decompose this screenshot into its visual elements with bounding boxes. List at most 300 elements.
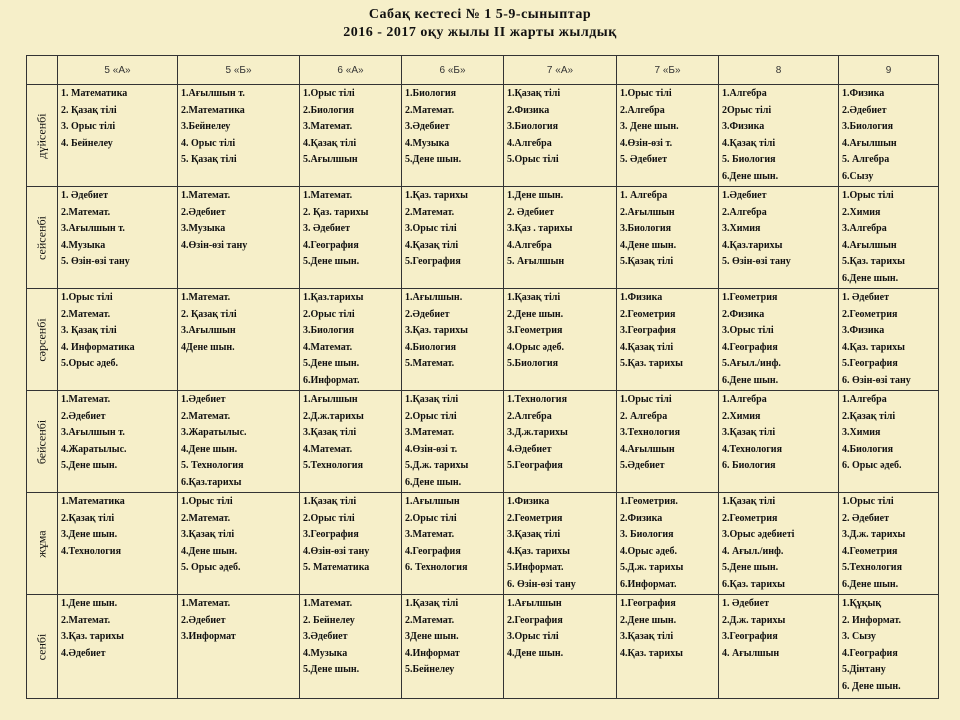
lesson-item: 4.Музыка bbox=[405, 137, 450, 149]
lesson-item: 5. Алгебра bbox=[842, 154, 890, 165]
lesson-item: 3.Химия bbox=[842, 427, 881, 438]
lesson-item: 2.Математ. bbox=[61, 614, 111, 626]
lesson-item: 6.Дене шын. bbox=[722, 374, 779, 386]
lesson-item: 3.Әдебиет bbox=[303, 631, 348, 642]
lesson-item: 1.Қазақ тілі bbox=[507, 292, 561, 303]
day-row bbox=[27, 289, 939, 391]
class-header: 6 «Б» bbox=[402, 56, 504, 85]
class-header: 7 «Б» bbox=[617, 56, 719, 85]
lesson-item: 5.Орыс әдеб. bbox=[61, 358, 119, 369]
header-row bbox=[27, 56, 939, 85]
lesson-item: 2.Дене шын. bbox=[620, 614, 677, 626]
lesson-item: 5. Ағылшын bbox=[507, 256, 565, 267]
lesson-item: 5. Өзін-өзі тану bbox=[61, 256, 130, 267]
lesson-item: 3.Ағылшын т. bbox=[61, 427, 125, 438]
lesson-item: 5.География bbox=[507, 460, 563, 471]
lesson-item: 3.Математ. bbox=[405, 529, 455, 540]
lesson-item: 2.Химия bbox=[722, 410, 761, 422]
lesson-item: 2.Орыс тілі bbox=[303, 308, 355, 320]
lesson-item: 5.Дене шын. bbox=[303, 664, 360, 675]
lesson-item: 1.Геометрия. bbox=[620, 496, 678, 507]
lesson-item: 5.Математ. bbox=[405, 358, 455, 369]
lesson-item: 1.Математ. bbox=[181, 292, 231, 303]
lesson-item: 4. Ағылшын bbox=[722, 647, 780, 659]
lesson-item: 4.Дене шын. bbox=[181, 545, 238, 557]
lesson-item: 4.География bbox=[842, 647, 898, 659]
lesson-item: 1.Қазақ тілі bbox=[507, 88, 561, 99]
lesson-item: 1.Ағылшын bbox=[405, 496, 460, 507]
schedule-cell bbox=[719, 187, 839, 289]
lesson-item: 4.Қазақ тілі bbox=[620, 341, 674, 353]
lesson-item: 1.Дене шын. bbox=[61, 598, 118, 609]
schedule-cell bbox=[719, 85, 839, 187]
lesson-item: 3.География bbox=[303, 529, 359, 540]
lesson-item: 2.Әдебиет bbox=[61, 410, 106, 422]
title-line-1: Сабақ кестесі № 1 5-9-сыныптар bbox=[368, 7, 592, 22]
lesson-item: 5. Математика bbox=[303, 562, 370, 573]
lesson-item: 5. Биология bbox=[722, 154, 776, 165]
lesson-item: 2.Қазақ тілі bbox=[842, 410, 896, 422]
lesson-item: 5.Технология bbox=[303, 460, 363, 471]
lesson-item: 4.Қаз. тарихы bbox=[620, 647, 683, 659]
lesson-item: 4.Дене шын. bbox=[507, 647, 564, 659]
schedule-cell bbox=[617, 289, 719, 391]
lesson-item: 4.Өзін-өзі т. bbox=[405, 443, 458, 455]
day-cell bbox=[27, 595, 58, 699]
lesson-item: 4.Музыка bbox=[303, 647, 348, 659]
lesson-item: 2.Геометрия bbox=[722, 512, 778, 524]
lesson-item: 3.Геометрия bbox=[507, 325, 563, 336]
lesson-item: 4.Қазақ тілі bbox=[722, 137, 776, 149]
lesson-item: 1. Әдебиет bbox=[61, 190, 108, 201]
schedule-cell bbox=[617, 595, 719, 699]
lesson-item: 2Орыс тілі bbox=[722, 104, 772, 116]
lesson-item: 4.Музыка bbox=[61, 239, 106, 251]
lesson-item: 3.Информат bbox=[181, 631, 236, 642]
lesson-item: 3.Қазақ тілі bbox=[181, 529, 235, 540]
lesson-item: 3.Д.ж. тарихы bbox=[842, 529, 906, 540]
lesson-item: 3.Технология bbox=[620, 427, 680, 438]
lesson-item: 1.Технология bbox=[507, 394, 567, 405]
schedule-body bbox=[27, 85, 939, 699]
lesson-item: 2.Орыс тілі bbox=[303, 512, 355, 524]
class-header: 8 bbox=[719, 56, 839, 85]
lesson-item: 4. Бейнелеу bbox=[61, 137, 113, 149]
title-line-2: 2016 - 2017 оқу жылы ІІ жарты жылдық bbox=[343, 25, 617, 40]
lesson-item: 1.Математика bbox=[61, 496, 125, 507]
lesson-item: 6.Информат. bbox=[303, 374, 360, 386]
schedule-cell bbox=[402, 493, 504, 595]
lesson-item: 1.Орыс тілі bbox=[303, 88, 355, 99]
day-cell bbox=[27, 289, 58, 391]
lesson-item: 2.Орыс тілі bbox=[405, 512, 457, 524]
lesson-item: 3. Қазақ тілі bbox=[61, 325, 117, 336]
lesson-item: 1.Орыс тілі bbox=[842, 496, 894, 507]
lesson-item: 1.Қазақ тілі bbox=[405, 394, 459, 405]
schedule-cell bbox=[839, 391, 939, 493]
lesson-item: 6. Өзін-өзі тану bbox=[507, 578, 576, 590]
lesson-item: 1.Орыс тілі bbox=[620, 88, 672, 99]
lesson-item: 4.Жаратылыс. bbox=[61, 443, 127, 455]
lesson-item: 2.География bbox=[507, 614, 563, 626]
lesson-item: 2.Алгебра bbox=[620, 104, 665, 116]
lesson-item: 5.Дене шын. bbox=[405, 154, 462, 165]
day-label: жұма bbox=[34, 529, 49, 558]
lesson-item: 2.Дене шын. bbox=[507, 308, 564, 320]
lesson-item: 6. Технология bbox=[405, 562, 468, 573]
lesson-item: 4.Әдебиет bbox=[61, 647, 106, 659]
lesson-item: 1.Алгебра bbox=[842, 394, 887, 405]
lesson-item: 4.Өзін-өзі т. bbox=[620, 137, 673, 149]
lesson-item: 4Дене шын. bbox=[181, 341, 235, 353]
lesson-item: 2.Химия bbox=[842, 206, 881, 218]
day-label: сенбі bbox=[34, 633, 49, 660]
lesson-item: 6. Биология bbox=[722, 460, 776, 471]
lesson-item: 4.Технология bbox=[61, 545, 121, 557]
lesson-item: 1. Әдебиет bbox=[842, 292, 889, 303]
schedule-cell bbox=[617, 493, 719, 595]
lesson-item: 2.Математ. bbox=[61, 206, 111, 218]
lesson-item: 3.Қаз. тарихы bbox=[405, 325, 468, 336]
lesson-item: 4. Информатика bbox=[61, 341, 135, 353]
schedule-cell bbox=[58, 493, 178, 595]
lesson-item: 1.Ағылшын. bbox=[405, 292, 463, 303]
schedule-cell bbox=[58, 289, 178, 391]
lesson-item: 2.Математ. bbox=[405, 614, 455, 626]
lesson-item: 5. Технология bbox=[181, 460, 244, 471]
lesson-item: 1.Орыс тілі bbox=[61, 292, 113, 303]
lesson-item: 4.Технология bbox=[722, 443, 782, 455]
lesson-item: 3.Музыка bbox=[181, 223, 226, 234]
lesson-item: 6.Қаз.тарихы bbox=[181, 476, 242, 488]
schedule-cell bbox=[504, 85, 617, 187]
schedule-cell bbox=[719, 493, 839, 595]
lesson-item: 1.Физика bbox=[620, 292, 663, 303]
lesson-item: 2.Әдебиет bbox=[181, 206, 226, 218]
lesson-item: 1.Биология bbox=[405, 88, 457, 99]
schedule-cell bbox=[300, 289, 402, 391]
lesson-item: 4.Математ. bbox=[303, 341, 353, 353]
day-label: сейсенбі bbox=[34, 215, 49, 260]
lesson-item: 1.Қазақ тілі bbox=[303, 496, 357, 507]
lesson-item: 4.Биология bbox=[405, 341, 457, 353]
lesson-item: 2. Қазақ тілі bbox=[181, 308, 237, 320]
lesson-item: 2.Математика bbox=[181, 104, 245, 116]
schedule-cell bbox=[839, 85, 939, 187]
schedule-cell bbox=[402, 85, 504, 187]
lesson-item: 5.Қаз. тарихы bbox=[842, 256, 905, 267]
schedule-title bbox=[0, 6, 960, 42]
lesson-item: 2.Әдебиет bbox=[181, 614, 226, 626]
lesson-item: 5.Орыс тілі bbox=[507, 154, 559, 165]
lesson-item: 6.Қаз. тарихы bbox=[722, 578, 785, 590]
lesson-item: 2.Геометрия bbox=[620, 308, 676, 320]
lesson-item: 3.Математ. bbox=[303, 121, 353, 132]
lesson-item: 6.Дене шын. bbox=[842, 578, 899, 590]
lesson-item: 1.Физика bbox=[507, 496, 550, 507]
lesson-item: 2.Д.ж. тарихы bbox=[722, 614, 786, 626]
lesson-item: 3.Биология bbox=[303, 325, 355, 336]
schedule-cell bbox=[719, 595, 839, 699]
lesson-item: 4.Қаз. тарихы bbox=[842, 341, 905, 353]
lesson-item: 1.Орыс тілі bbox=[181, 496, 233, 507]
schedule-cell bbox=[617, 85, 719, 187]
lesson-item: 3.Қаз . тарихы bbox=[507, 223, 573, 234]
lesson-item: 6.Дене шын. bbox=[722, 170, 779, 182]
lesson-item: 5.Дене шын. bbox=[722, 562, 779, 573]
schedule-cell bbox=[58, 85, 178, 187]
lesson-item: 3.Әдебиет bbox=[405, 121, 450, 132]
class-header: 5 «А» bbox=[58, 56, 178, 85]
schedule-cell bbox=[300, 493, 402, 595]
lesson-item: 3.Физика bbox=[842, 325, 885, 336]
schedule-cell bbox=[504, 595, 617, 699]
lesson-item: 3Дене шын. bbox=[405, 631, 459, 642]
lesson-item: 3.Қаз. тарихы bbox=[61, 631, 124, 642]
lesson-item: 4. Ағыл./инф. bbox=[722, 545, 784, 557]
lesson-item: 4.Қазақ тілі bbox=[303, 137, 357, 149]
lesson-item: 5.География bbox=[842, 358, 898, 369]
lesson-item: 2.Ағылшын bbox=[620, 206, 675, 218]
day-cell bbox=[27, 391, 58, 493]
lesson-item: 3.Математ. bbox=[405, 427, 455, 438]
lesson-item: 2.Қазақ тілі bbox=[61, 512, 115, 524]
lesson-item: 1.Ағылшын bbox=[507, 598, 562, 609]
lesson-item: 1. Алгебра bbox=[620, 190, 668, 201]
schedule-cell bbox=[58, 391, 178, 493]
day-label: дүйсенбі bbox=[34, 112, 49, 159]
lesson-item: 5.Дене шын. bbox=[303, 256, 360, 267]
class-header: 6 «А» bbox=[300, 56, 402, 85]
lesson-item: 1.Математ. bbox=[181, 190, 231, 201]
lesson-item: 2.Геометрия bbox=[507, 512, 563, 524]
day-row bbox=[27, 595, 939, 699]
lesson-item: 5.Әдебиет bbox=[620, 460, 665, 471]
lesson-item: 5.Д.ж. тарихы bbox=[405, 460, 469, 471]
schedule-cell bbox=[178, 595, 300, 699]
lesson-item: 5. Қазақ тілі bbox=[181, 154, 237, 165]
lesson-item: 3.Орыс тілі bbox=[405, 223, 457, 234]
lesson-item: 1.Қазақ тілі bbox=[722, 496, 776, 507]
lesson-item: 3. Сызу bbox=[842, 631, 876, 642]
schedule-cell bbox=[58, 187, 178, 289]
schedule-cell bbox=[402, 595, 504, 699]
schedule-cell bbox=[178, 289, 300, 391]
schedule-cell bbox=[300, 85, 402, 187]
schedule-cell bbox=[504, 391, 617, 493]
lesson-item: 1. Әдебиет bbox=[722, 598, 769, 609]
schedule-cell bbox=[617, 391, 719, 493]
lesson-item: 4.Ағылшын bbox=[842, 137, 897, 149]
lesson-item: 4.Алгебра bbox=[507, 239, 552, 251]
lesson-item: 6.Дене шын. bbox=[405, 476, 462, 488]
lesson-item: 2. Қаз. тарихы bbox=[303, 206, 369, 218]
lesson-item: 5.Дене шын. bbox=[61, 460, 118, 471]
class-header: 5 «Б» bbox=[178, 56, 300, 85]
lesson-item: 4.Орыс әдеб. bbox=[507, 341, 565, 353]
lesson-item: 5. Орыс әдеб. bbox=[181, 562, 241, 573]
lesson-item: 5.Бейнелеу bbox=[405, 664, 455, 675]
lesson-item: 2.Математ. bbox=[181, 410, 231, 422]
lesson-item: 1.Алгебра bbox=[722, 88, 767, 99]
day-cell bbox=[27, 187, 58, 289]
schedule-cell bbox=[402, 187, 504, 289]
lesson-item: 3.Д.ж.тарихы bbox=[507, 427, 568, 438]
lesson-item: 5.Технология bbox=[842, 562, 902, 573]
lesson-item: 4.Өзін-өзі тану bbox=[181, 239, 248, 251]
lesson-item: 5.Д.ж. тарихы bbox=[620, 562, 684, 573]
lesson-item: 4.Алгебра bbox=[507, 137, 552, 149]
lesson-item: 1.Қаз.тарихы bbox=[303, 292, 364, 303]
lesson-item: 3.Химия bbox=[722, 223, 761, 234]
lesson-item: 1.Математ. bbox=[181, 598, 231, 609]
lesson-item: 4.Қазақ тілі bbox=[405, 239, 459, 251]
lesson-item: 6.Дене шын. bbox=[842, 272, 899, 284]
lesson-item: 4. Орыс тілі bbox=[181, 137, 236, 149]
lesson-item: 2. Әдебиет bbox=[507, 206, 554, 218]
schedule-cell bbox=[178, 493, 300, 595]
lesson-item: 3.Орыс тілі bbox=[507, 631, 559, 642]
lesson-item: 3.Орыс әдебиеті bbox=[722, 529, 795, 540]
lesson-item: 1.Дене шын. bbox=[507, 190, 564, 201]
schedule-cell bbox=[839, 187, 939, 289]
lesson-item: 1.Орыс тілі bbox=[842, 190, 894, 201]
schedule-cell bbox=[504, 289, 617, 391]
lesson-item: 3.Қазақ тілі bbox=[620, 631, 674, 642]
schedule-cell bbox=[402, 391, 504, 493]
lesson-item: 1. Математика bbox=[61, 88, 128, 99]
lesson-item: 4.Дене шын. bbox=[181, 443, 238, 455]
lesson-item: 6. Өзін-өзі тану bbox=[842, 374, 911, 386]
lesson-item: 1.География bbox=[620, 598, 676, 609]
lesson-item: 1.Орыс тілі bbox=[620, 394, 672, 405]
lesson-item: 1.Математ. bbox=[303, 598, 353, 609]
lesson-item: 4.Орыс әдеб. bbox=[620, 545, 678, 557]
schedule-cell bbox=[178, 85, 300, 187]
schedule-cell bbox=[839, 289, 939, 391]
lesson-item: 2.Математ. bbox=[405, 206, 455, 218]
lesson-item: 3.Орыс тілі bbox=[722, 325, 774, 336]
lesson-item: 5.Ағыл./инф. bbox=[722, 358, 781, 369]
day-row bbox=[27, 493, 939, 595]
schedule-table bbox=[26, 55, 939, 699]
lesson-item: 3.Физика bbox=[722, 121, 765, 132]
lesson-item: 1.Математ. bbox=[61, 394, 111, 405]
lesson-item: 3.Биология bbox=[842, 121, 894, 132]
day-row bbox=[27, 391, 939, 493]
lesson-item: 1.Ағылшын т. bbox=[181, 88, 245, 99]
lesson-item: 3.География bbox=[722, 631, 778, 642]
lesson-item: 2.Физика bbox=[722, 308, 765, 320]
lesson-item: 4.Ағылшын bbox=[620, 443, 675, 455]
lesson-item: 4.Әдебиет bbox=[507, 443, 552, 455]
day-cell bbox=[27, 85, 58, 187]
lesson-item: 1.Қаз. тарихы bbox=[405, 190, 468, 201]
lesson-item: 2. Әдебиет bbox=[842, 512, 889, 524]
lesson-item: 4.География bbox=[722, 341, 778, 353]
schedule-cell bbox=[300, 595, 402, 699]
lesson-item: 3.Жаратылыс. bbox=[181, 427, 247, 438]
lesson-item: 3.Бейнелеу bbox=[181, 121, 231, 132]
lesson-item: 4.Дене шын. bbox=[620, 239, 677, 251]
lesson-item: 2.Геометрия bbox=[842, 308, 898, 320]
lesson-item: 3.Қазақ тілі bbox=[722, 427, 776, 438]
lesson-item: 3.Ағылшын bbox=[181, 325, 236, 336]
lesson-item: 2.Физика bbox=[507, 104, 550, 116]
lesson-item: 5.Ағылшын bbox=[303, 154, 358, 165]
lesson-item: 5.Информат. bbox=[507, 562, 564, 573]
lesson-item: 6.Сызу bbox=[842, 170, 874, 182]
lesson-item: 3. Орыс тілі bbox=[61, 121, 116, 132]
lesson-item: 3.Биология bbox=[507, 121, 559, 132]
lesson-item: 2.Биология bbox=[303, 104, 355, 116]
lesson-item: 1.Әдебиет bbox=[181, 394, 226, 405]
lesson-item: 5.Қаз. тарихы bbox=[620, 358, 683, 369]
lesson-item: 1.Физика bbox=[842, 88, 885, 99]
lesson-item: 1.Алгебра bbox=[722, 394, 767, 405]
lesson-item: 1.Математ. bbox=[303, 190, 353, 201]
lesson-item: 3.Дене шын. bbox=[61, 529, 118, 540]
schedule-cell bbox=[617, 187, 719, 289]
lesson-item: 4.Математ. bbox=[303, 443, 353, 455]
lesson-item: 5.Дінтану bbox=[842, 664, 886, 675]
lesson-item: 2.Әдебиет bbox=[405, 308, 450, 320]
lesson-item: 1.Әдебиет bbox=[722, 190, 767, 201]
lesson-item: 3.Биология bbox=[620, 223, 672, 234]
lesson-item: 2. Алгебра bbox=[620, 410, 668, 422]
lesson-item: 3.Ағылшын т. bbox=[61, 223, 125, 234]
lesson-item: 3. Биология bbox=[620, 529, 674, 540]
lesson-item: 1.Құқық bbox=[842, 598, 882, 609]
lesson-item: 4.География bbox=[303, 239, 359, 251]
lesson-item: 5.Дене шын. bbox=[303, 358, 360, 369]
lesson-item: 3.Қазақ тілі bbox=[303, 427, 357, 438]
lesson-item: 2.Математ. bbox=[61, 308, 111, 320]
lesson-item: 3.Қазақ тілі bbox=[507, 529, 561, 540]
lesson-item: 6. Дене шын. bbox=[842, 680, 901, 692]
day-label: бейсенбі bbox=[34, 419, 49, 464]
corner-cell bbox=[27, 56, 58, 85]
schedule-cell bbox=[178, 391, 300, 493]
lesson-item: 1.Қазақ тілі bbox=[405, 598, 459, 609]
schedule-cell bbox=[839, 595, 939, 699]
day-row bbox=[27, 85, 939, 187]
schedule-cell bbox=[402, 289, 504, 391]
schedule-cell bbox=[300, 187, 402, 289]
lesson-item: 2. Информат. bbox=[842, 614, 902, 626]
lesson-item: 5. Өзін-өзі тану bbox=[722, 256, 791, 267]
lesson-item: 2. Қазақ тілі bbox=[61, 104, 117, 116]
day-label: сәрсенбі bbox=[34, 317, 49, 362]
lesson-item: 5.География bbox=[405, 256, 461, 267]
schedule-cell bbox=[719, 391, 839, 493]
lesson-item: 1.Геометрия bbox=[722, 292, 778, 303]
day-cell bbox=[27, 493, 58, 595]
lesson-item: 2.Алгебра bbox=[507, 410, 552, 422]
lesson-item: 6.Информат. bbox=[620, 578, 677, 590]
lesson-item: 4.Биология bbox=[842, 443, 894, 455]
lesson-item: 4.География bbox=[405, 545, 461, 557]
lesson-item: 4.Информат bbox=[405, 647, 460, 659]
lesson-item: 4.Ағылшын bbox=[842, 239, 897, 251]
lesson-item: 4.Өзін-өзі тану bbox=[303, 545, 370, 557]
class-header: 9 bbox=[839, 56, 939, 85]
schedule-cell bbox=[58, 595, 178, 699]
lesson-item: 1.Ағылшын bbox=[303, 394, 358, 405]
lesson-item: 3.География bbox=[620, 325, 676, 336]
lesson-item: 5.Биология bbox=[507, 358, 559, 369]
schedule-cell bbox=[719, 289, 839, 391]
